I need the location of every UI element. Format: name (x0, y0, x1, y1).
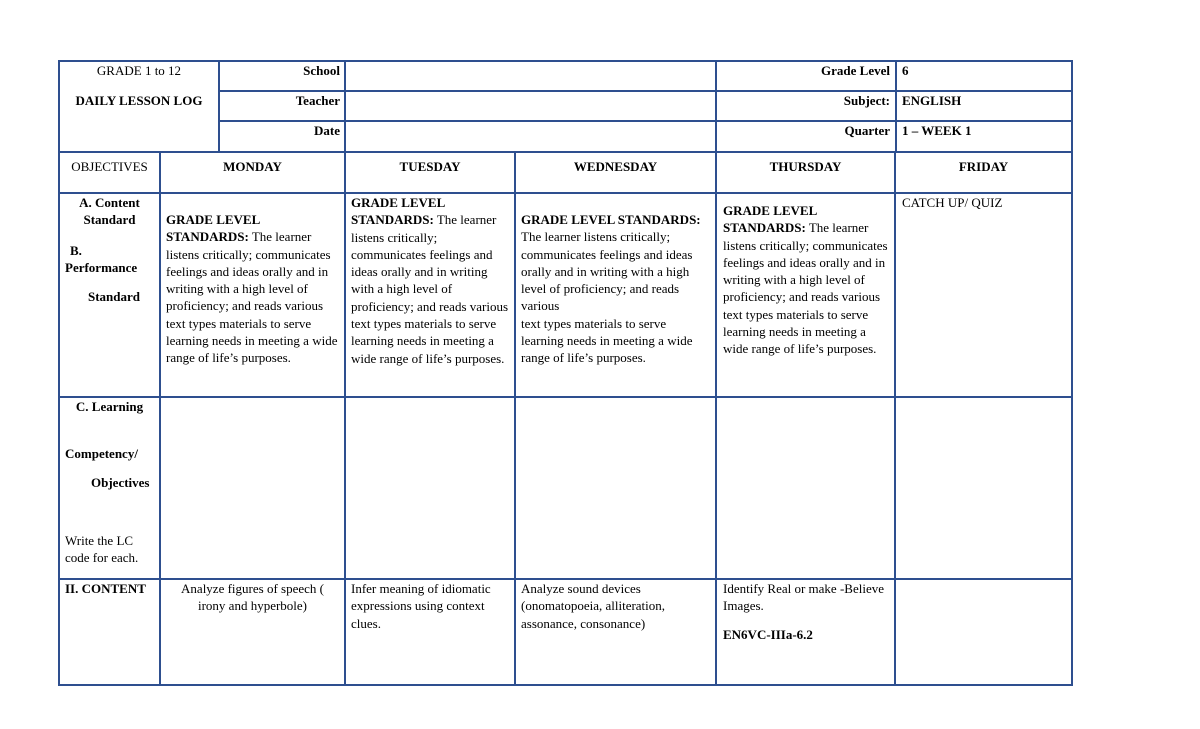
monday-std-body: The learner listens critically; communicates feelings and ideas orally and in writing with a high level of proficiency; and reads various text types materials to serve learning needs in meeting a wide range of life’s purposes. (166, 229, 338, 366)
tuesday-content: Infer meaning of idiomatic expressions using context clues. (351, 581, 491, 631)
monday-content: Analyze figures of speech ( irony and hyperbole) (181, 581, 324, 614)
school-label: School (303, 63, 340, 78)
label-content: II. CONTENT (65, 581, 146, 596)
col-friday: FRIDAY (958, 159, 1009, 174)
label-learning-c3: Objectives (91, 475, 150, 490)
col-tuesday: TUESDAY (399, 159, 461, 174)
monday-standards (166, 211, 342, 367)
date-field[interactable] (346, 122, 714, 150)
quarter-value[interactable]: 1 – WEEK 1 (902, 123, 972, 138)
friday-competency-cell[interactable] (896, 398, 1071, 578)
wednesday-std-head: GRADE LEVEL STANDARDS: (521, 212, 701, 227)
grade-range-label: GRADE 1 to 12 (96, 63, 182, 78)
teacher-label: Teacher (295, 93, 340, 108)
label-performance-b2: Performance (65, 260, 138, 275)
wednesday-content: Analyze sound devices (onomatopoeia, alliteration, assonance, consonance) (521, 581, 666, 631)
thursday-std-head: GRADE LEVEL STANDARDS: (723, 203, 817, 236)
thursday-content-code: EN6VC-IIIa-6.2 (723, 627, 813, 642)
col-objectives: OBJECTIVES (71, 159, 148, 174)
label-content-standard-a2: Standard (83, 212, 136, 227)
tuesday-standards (351, 194, 509, 367)
monday-std-head: GRADE LEVEL STANDARDS: (166, 212, 260, 245)
thursday-std-body-a: The learner listens critically; communicates feelings and ideas orally and in writing with a high level of proficiency; and reads various (723, 220, 888, 305)
col-thursday: THURSDAY (769, 159, 842, 174)
label-performance-b3: Standard (88, 289, 141, 304)
date-label: Date (314, 123, 340, 138)
grade-level-label: Grade Level (821, 63, 890, 78)
thursday-std-body-b: text types materials to serve learning needs in meeting a wide range of life’s purposes. (723, 306, 877, 357)
daily-lesson-log-title: DAILY LESSON LOG (75, 93, 203, 108)
thursday-content: Identify Real or make -Believe Images. (723, 581, 884, 614)
wednesday-competency-cell[interactable] (516, 398, 715, 578)
col-monday: MONDAY (223, 159, 282, 174)
col-wednesday: WEDNESDAY (573, 159, 658, 174)
grade-level-value[interactable]: 6 (902, 63, 909, 78)
teacher-field[interactable] (346, 92, 714, 120)
tuesday-competency-cell[interactable] (346, 398, 514, 578)
label-content-standard-a: A. Content (79, 195, 140, 210)
subject-label: Subject: (843, 93, 890, 108)
tuesday-std-body-a: The learner listens critically; communicates feelings and ideas orally and in writing with a high level of proficiency; and reads various (351, 212, 509, 314)
subject-value[interactable]: ENGLISH (902, 93, 962, 108)
tuesday-std-head: GRADE LEVEL STANDARDS: (351, 195, 445, 228)
label-performance-b: B. (70, 243, 82, 258)
tuesday-std-body-b: text types materials to serve learning needs in meeting a wide range of life’s purposes. (351, 316, 505, 366)
school-field[interactable] (346, 62, 714, 90)
quarter-label: Quarter (844, 123, 890, 138)
friday-catch-up-quiz: CATCH UP/ QUIZ (902, 195, 1003, 210)
wednesday-standards (521, 211, 711, 367)
thursday-competency-cell[interactable] (717, 398, 894, 578)
wednesday-std-body-b: text types materials to serve learning needs in meeting a wide range of life’s purposes. (521, 315, 693, 366)
thursday-standards (723, 202, 891, 358)
wednesday-std-body-a: The learner listens critically; communicates feelings and ideas orally and in writing with a high level of proficiency; and reads various (521, 229, 693, 314)
label-learning-c2: Competency/ (65, 446, 138, 461)
label-learning-c: C. Learning (75, 399, 144, 414)
monday-competency-cell[interactable] (161, 398, 344, 578)
label-learning-note: Write the LC code for each. (65, 533, 139, 566)
